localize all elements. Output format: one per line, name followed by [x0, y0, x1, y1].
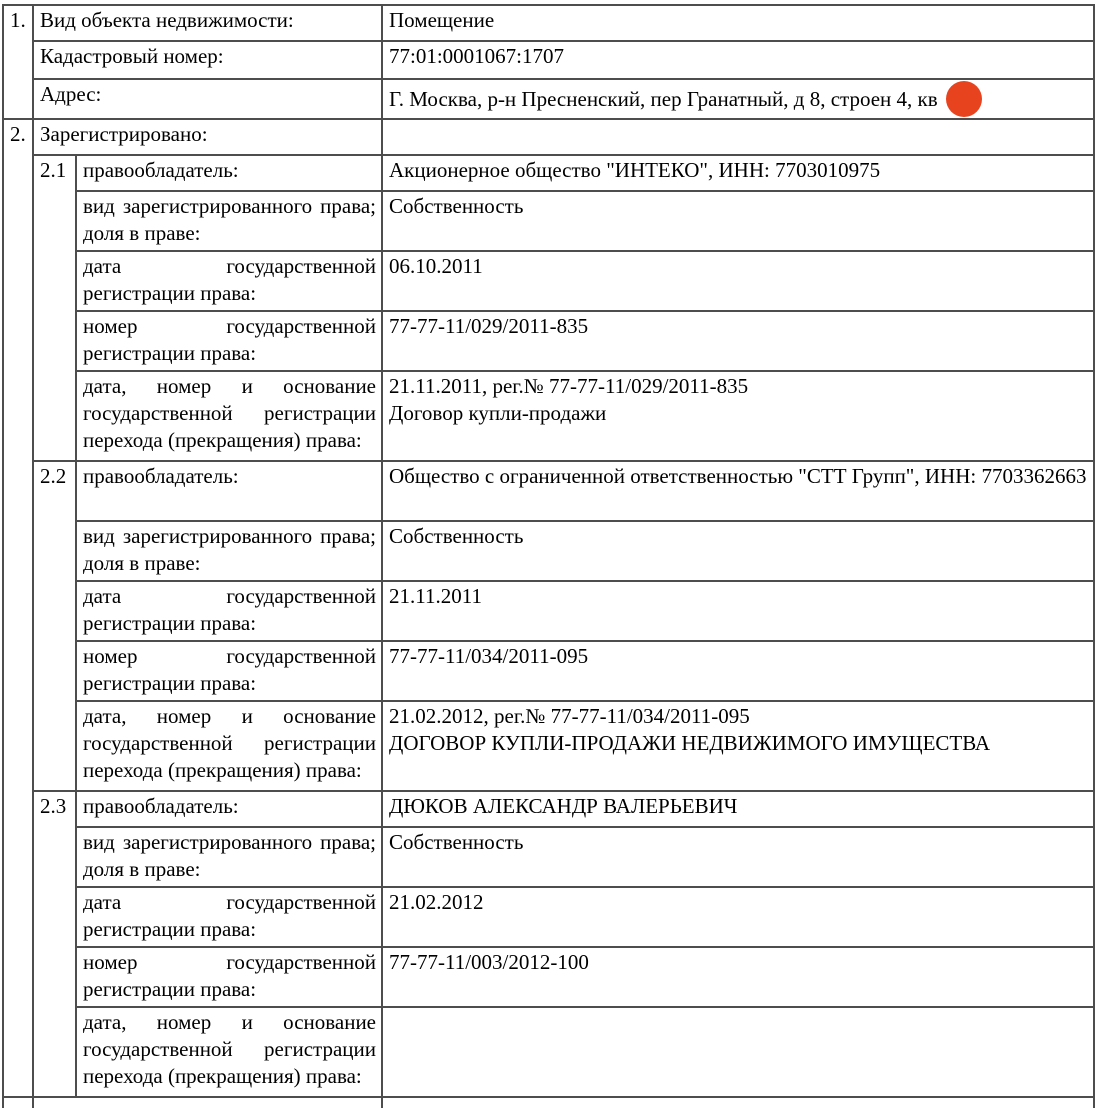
entry-2-2-number: 2.2	[33, 461, 76, 791]
right-type-label: вид зарегистрированного права; доля в праве:	[76, 521, 382, 581]
holder-value: Общество с ограниченной ответственностью "СТТ Групп", ИНН: 7703362663	[382, 461, 1094, 521]
right-type-label: вид зарегистрированного права; доля в праве:	[76, 827, 382, 887]
next-section-value-cell	[382, 1097, 1094, 1108]
transfer-value	[382, 701, 1094, 791]
reg-number-label: номер государственной регистрации права:	[76, 311, 382, 371]
transfer-line-1: 21.02.2012, рег.№ 77-77-11/034/2011-095	[389, 704, 750, 728]
reg-date-value: 21.11.2011	[382, 581, 1094, 641]
reg-number-value: 77-77-11/029/2011-835	[382, 311, 1094, 371]
reg-date-label: дата государственной регистрации права:	[76, 251, 382, 311]
section-2-number: 2.	[3, 119, 33, 1097]
transfer-value	[382, 371, 1094, 461]
reg-date-label: дата государственной регистрации права:	[76, 581, 382, 641]
cadastral-number-value: 77:01:0001067:1707	[382, 41, 1094, 79]
entry-2-1-number: 2.1	[33, 155, 76, 461]
next-section-number-cell	[3, 1097, 33, 1108]
right-type-value: Собственность	[382, 191, 1094, 251]
reg-number-label: номер государственной регистрации права:	[76, 947, 382, 1007]
holder-label: правообладатель:	[76, 791, 382, 827]
entry-2-3-number: 2.3	[33, 791, 76, 1097]
transfer-label: дата, номер и основание государственной регистрации перехода (прекращения) права:	[76, 371, 382, 461]
transfer-label: дата, номер и основание государственной регистрации перехода (прекращения) права:	[76, 1007, 382, 1097]
registered-title-value-empty	[382, 119, 1094, 155]
holder-value: ДЮКОВ АЛЕКСАНДР ВАЛЕРЬЕВИЧ	[382, 791, 1094, 827]
cadastral-number-label: Кадастровый номер:	[33, 41, 382, 79]
address-text: Г. Москва, р-н Пресненский, пер Гранатный, д 8, строен 4, кв	[389, 87, 938, 111]
reg-date-value: 06.10.2011	[382, 251, 1094, 311]
transfer-line-1: 21.11.2011, рег.№ 77-77-11/029/2011-835	[389, 374, 749, 398]
object-kind-value: Помещение	[382, 5, 1094, 41]
transfer-line-2: ДОГОВОР КУПЛИ-ПРОДАЖИ НЕДВИЖИМОГО ИМУЩЕСТВА	[389, 731, 991, 755]
right-type-value: Собственность	[382, 521, 1094, 581]
reg-number-label: номер государственной регистрации права:	[76, 641, 382, 701]
right-type-label: вид зарегистрированного права; доля в праве:	[76, 191, 382, 251]
reg-number-value: 77-77-11/003/2012-100	[382, 947, 1094, 1007]
holder-label: правообладатель:	[76, 155, 382, 191]
registered-title: Зарегистрировано:	[33, 119, 382, 155]
address-label: Адрес:	[33, 79, 382, 119]
reg-number-value: 77-77-11/034/2011-095	[382, 641, 1094, 701]
reg-date-label: дата государственной регистрации права:	[76, 887, 382, 947]
next-section-label-cell	[33, 1097, 382, 1108]
holder-label: правообладатель:	[76, 461, 382, 521]
reg-date-value: 21.02.2012	[382, 887, 1094, 947]
object-kind-label: Вид объекта недвижимости:	[33, 5, 382, 41]
transfer-value	[382, 1007, 1094, 1097]
section-1-number: 1.	[3, 5, 33, 119]
holder-value: Акционерное общество "ИНТЕКО", ИНН: 7703010975	[382, 155, 1094, 191]
transfer-label: дата, номер и основание государственной регистрации перехода (прекращения) права:	[76, 701, 382, 791]
property-extract-table	[2, 4, 1095, 1108]
transfer-line-2: Договор купли-продажи	[389, 401, 607, 425]
right-type-value: Собственность	[382, 827, 1094, 887]
address-value	[382, 79, 1094, 119]
redaction-dot	[946, 81, 982, 117]
